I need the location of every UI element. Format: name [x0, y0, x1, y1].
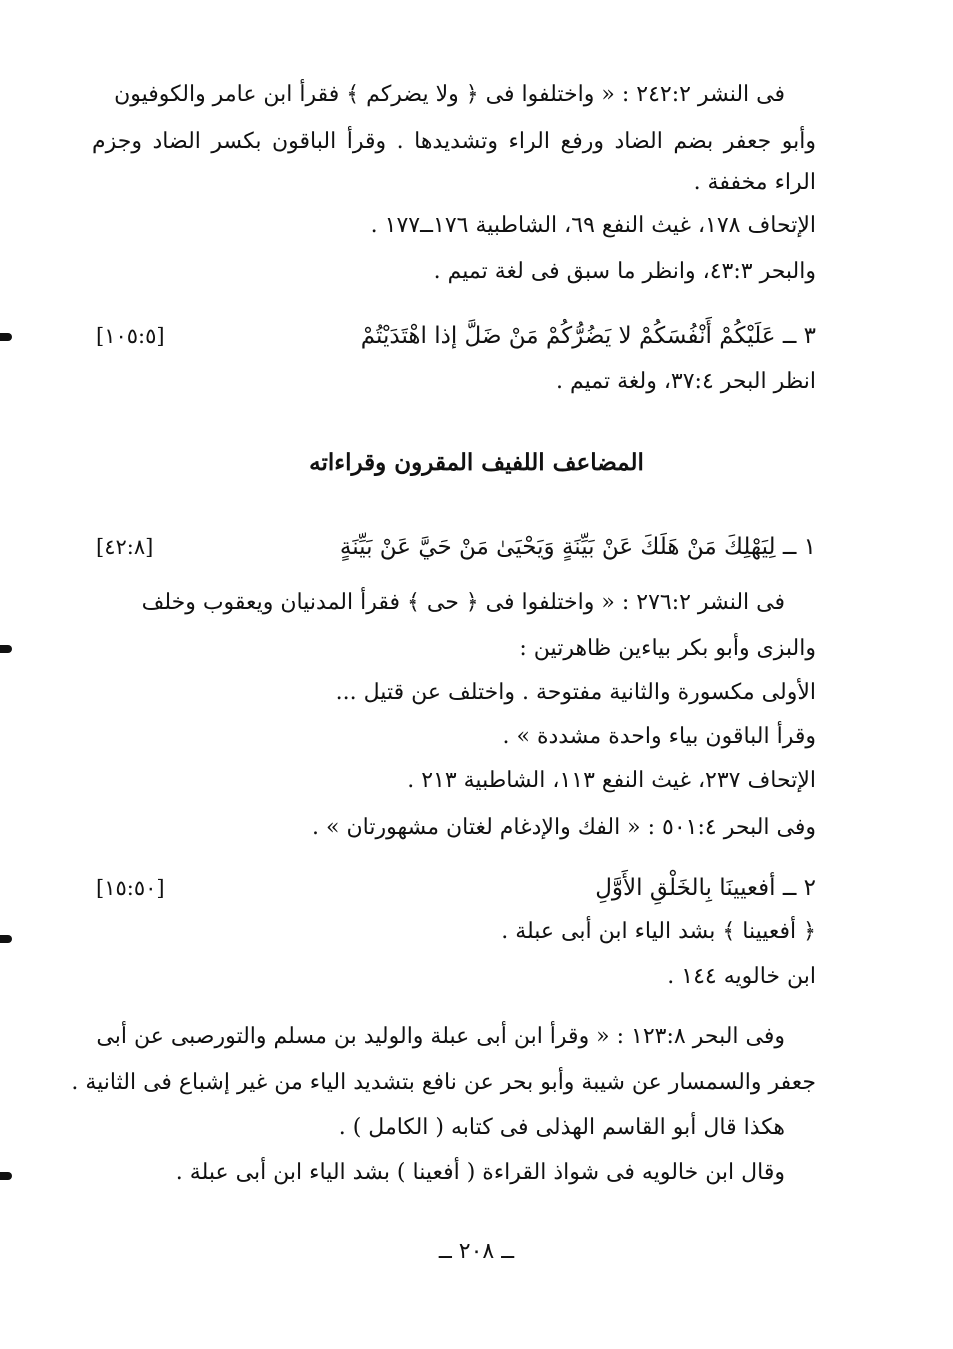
page-number: ــ ٢٠٨ ــ [438, 1239, 515, 1264]
section-heading: المضاعف اللفيف المقرون وقراءاته [309, 449, 644, 476]
text-line: والبزى وأبو بكر بياءين ظاهرتين : [519, 636, 816, 661]
text-line: وقال ابن خالويه فى شواذ القراءة ( أفعينا ) بشد الياء ابن أبى عبلة . [175, 1160, 785, 1185]
verse-reference: [١٥:٥٠] [96, 876, 165, 900]
text-line: وقرأ الباقون بياء واحدة مشددة » . [502, 724, 816, 749]
text-line: الإتحاف ١٧٨، غيث النفع ٦٩، الشاطبية ١٧٦ــ١٧٧ . [370, 213, 816, 238]
quran-verse-2: ٢ ــ أفعيينَا بِالخَلْقِ الأَوَّلِ [595, 875, 816, 901]
text-line: انظر البحر ٣٧:٤، ولغة تميم . [555, 369, 816, 394]
scan-edge-mark [0, 333, 12, 341]
text-line: وفى البحر ١٢٣:٨ : « وقرأ ابن أبى عبلة والوليد بن مسلم والتورصبى عن أبى [96, 1024, 785, 1049]
quran-verse-1: ١ ــ لِيَهْلِكَ مَنْ هَلَكَ عَنْ بَيِّنَةٍ وَيَحْيَىٰ مَنْ حَيَّ عَنْ بَيِّنَةٍ [339, 534, 816, 560]
scan-edge-mark [0, 935, 12, 943]
text-line: وأبو جعفر بضم الضاد ورفع الراء وتشديدها . وقرأ الباقون بكسر الضاد وجزم [92, 129, 816, 154]
text-line: فى النشر ٢٤٢:٢ : « واختلفوا فى ﴿ ولا يضركم ﴾ فقرأ ابن عامر والكوفيون [114, 82, 785, 107]
verse-reference: [٤٢:٨] [96, 535, 154, 559]
scan-edge-mark [0, 1172, 12, 1180]
verse-reference: [١٠٥:٥] [96, 324, 165, 348]
text-line: فى النشر ٢٧٦:٢ : « واختلفوا فى ﴿ حى ﴾ فقرأ المدنيان ويعقوب وخلف [141, 590, 785, 615]
text-line: ﴿ أفعيينا ﴾ بشد الياء ابن أبى عبلة . [501, 919, 816, 944]
text-line: ابن خالويه ١٤٤ . [667, 964, 816, 989]
text-line: والبحر ٤٣:٣، وانظر ما سبق فى لغة تميم . [433, 259, 816, 284]
text-line: الأولى مكسورة والثانية مفتوحة . واختلف عن قتيل ... [335, 680, 816, 705]
text-line: الإتحاف ٢٣٧، غيث النفع ١١٣، الشاطبية ٢١٣ . [407, 768, 816, 793]
text-line: جعفر والسمسار عن شيبة وأبو بحر عن نافع بتشديد الياء من غير إشباع فى الثانية . [71, 1070, 816, 1095]
text-line: وفى البحر ٥٠١:٤ : « الفك والإدغام لغتان مشهورتان » . [312, 815, 816, 840]
quran-verse-3: ٣ ــ عَلَيْكُمْ أَنْفُسَكُمْ لا يَضُرُّكُمْ مَنْ ضَلَّ إذا اهْتَدَيْتُمْ [360, 323, 816, 349]
text-line: هكذا قال أبو القاسم الهذلى فى كتابه ( الكامل ) . [338, 1115, 785, 1140]
text-line: الراء مخففة . [693, 170, 816, 195]
scan-edge-mark [0, 645, 12, 653]
